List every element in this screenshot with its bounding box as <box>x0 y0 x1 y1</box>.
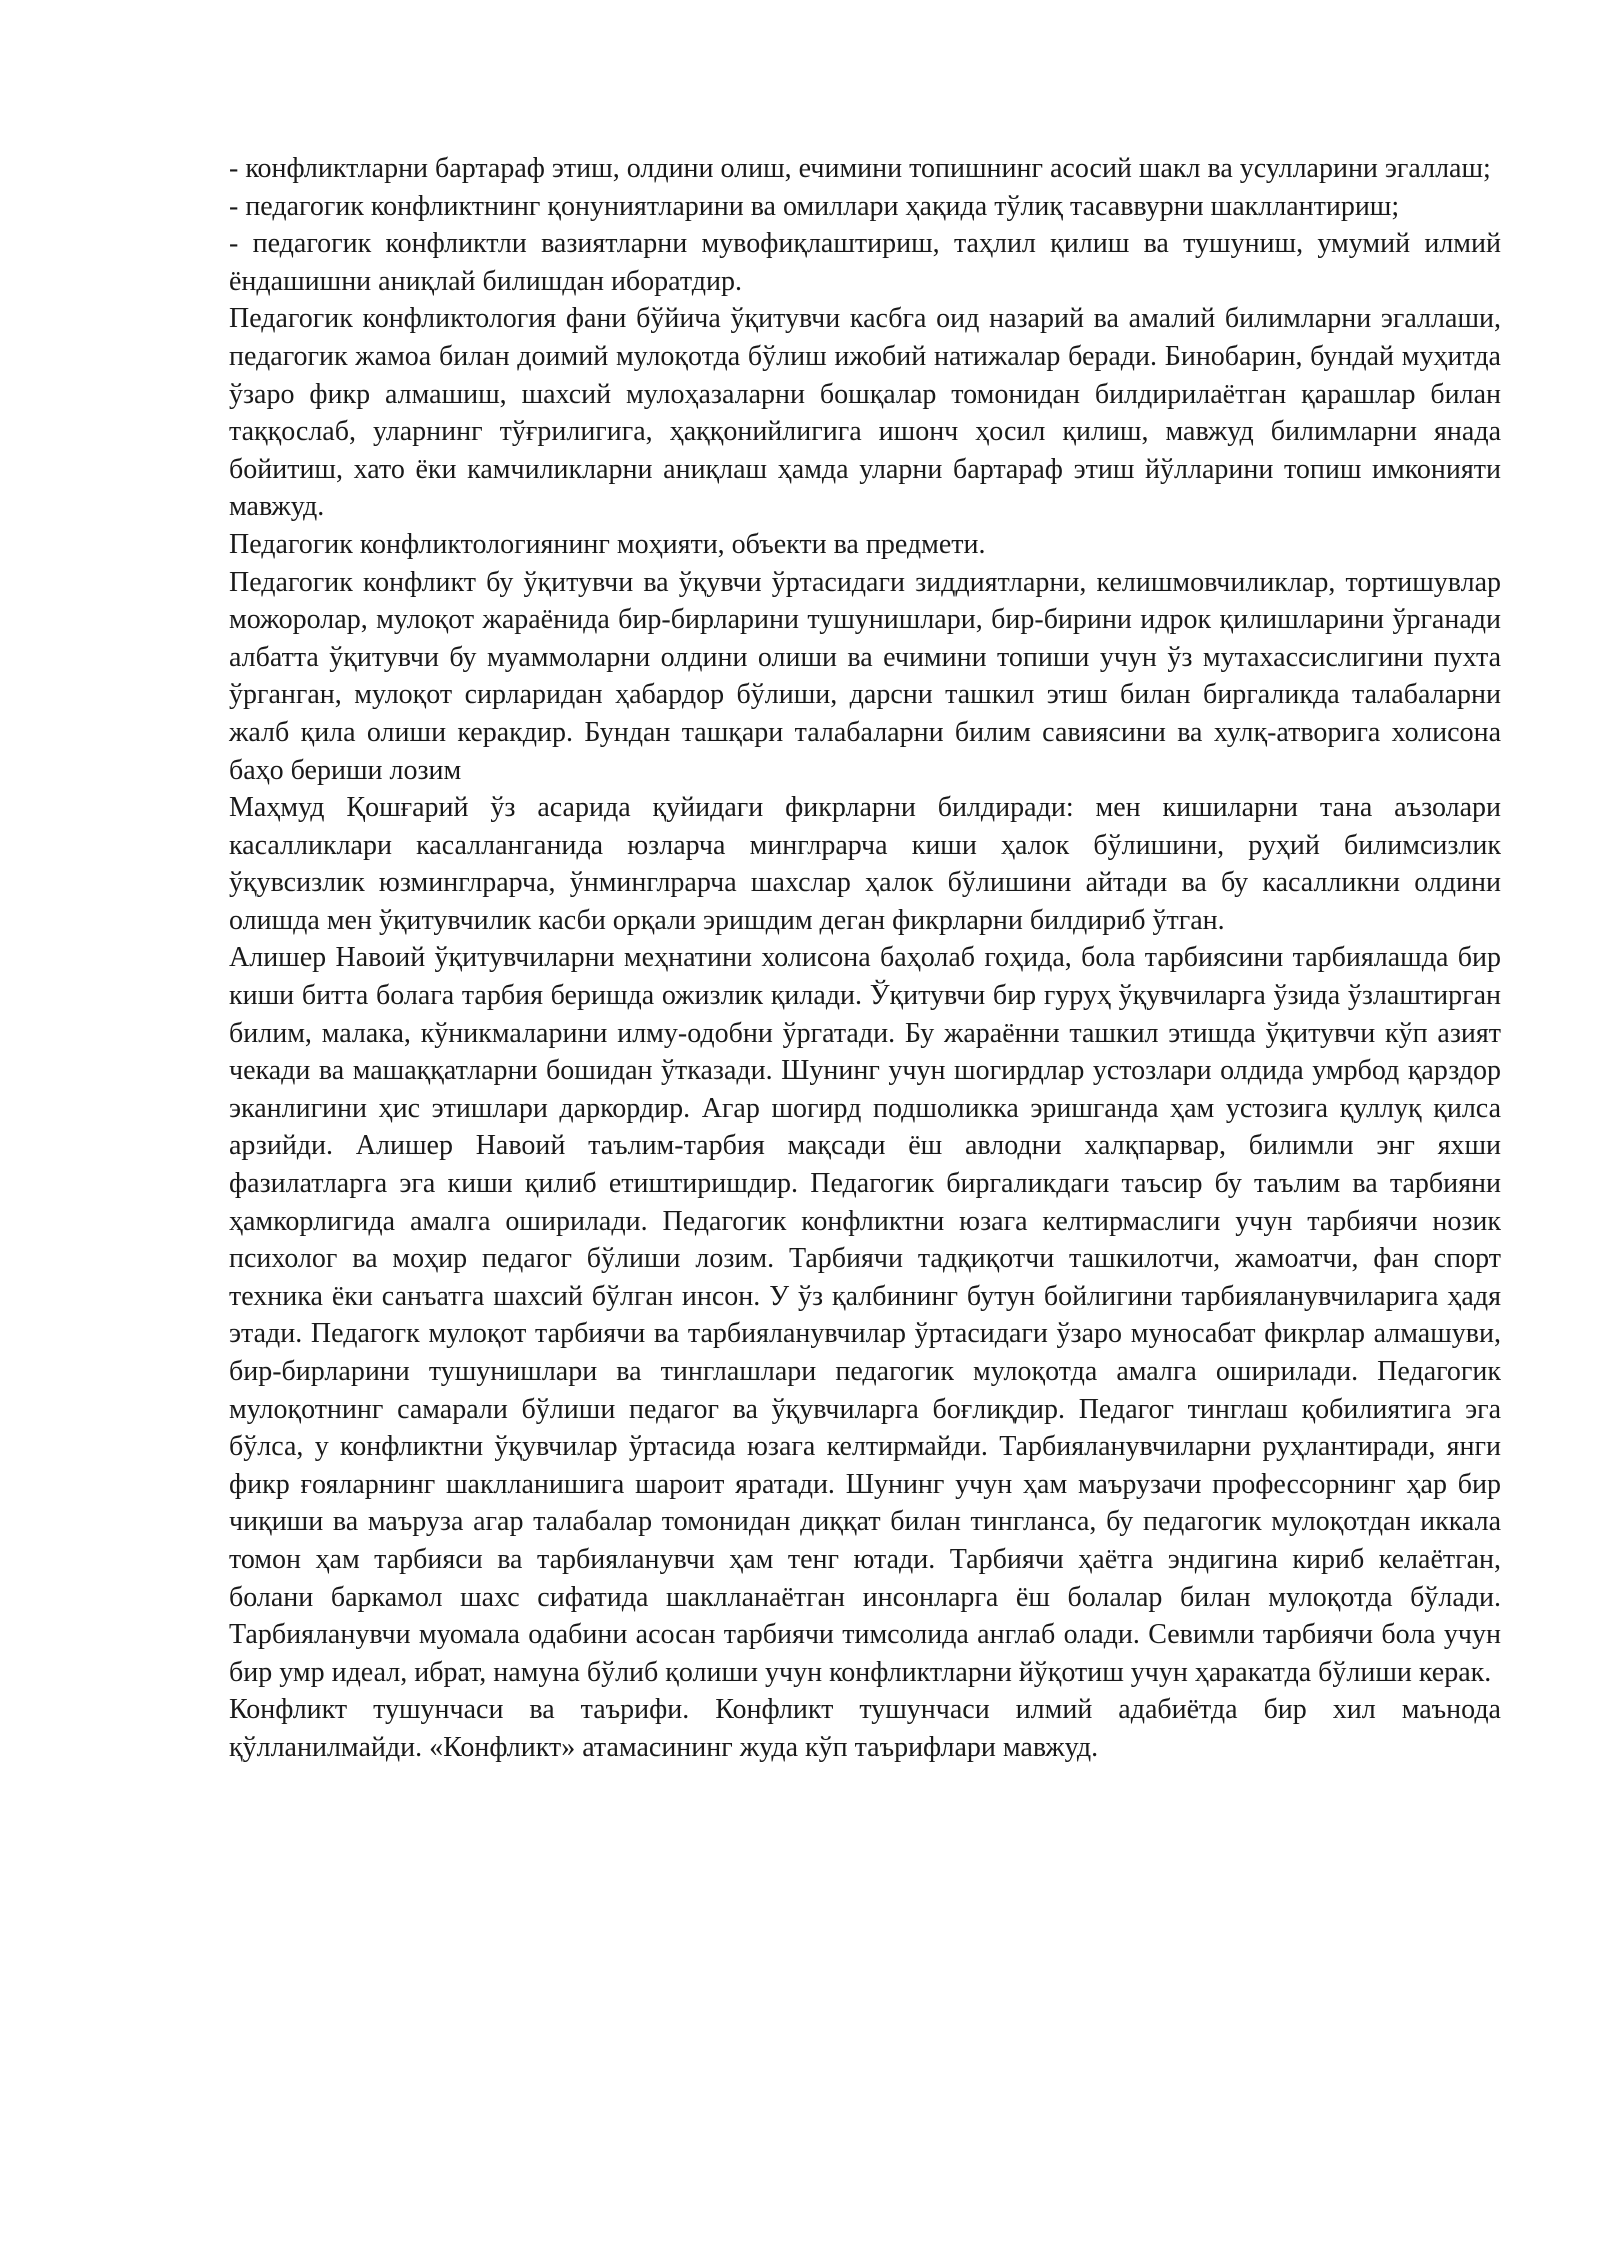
paragraph-conflictology-subject: Педагогик конфликтология фани бўйича ўқитувчи касбга оид назарий ва амалий билимларни эгаллаши, педагогик жамоа билан доимий мулоқотда бўлиш ижобий натижалар беради. Бинобарин, бундай муҳитда ўзаро фикр алмашиш, шахсий мулоҳазаларни бошқалар томонидан билдирилаётган қарашлар билан таққослаб, уларнинг тўғрилигига, ҳаққонийлигига ишонч ҳосил қилиш, мавжуд билимларни янада бойитиш, хато ёки камчиликларни аниқлаш ҳамда уларни бартараф этиш йўлларини топиш имконияти мавжуд. <box>229 303 1501 523</box>
paragraph-kashgari: Маҳмуд Қошғарий ўз асарида қуйидаги фикрларни билдиради: мен кишиларни тана аъзолари касалликлари касалланганида юзларча минглрарча киши ҳалок бўлишини, руҳий билимсизлик ўқувсизлик юзминглрарча, ўнминглрарча шахслар ҳалок бўлишини айтади ва бу касалликни олдини олишда мен ўқитувчилик касби орқали эришдим деган фикрларни билдириб ўтган. <box>229 792 1501 936</box>
paragraph-navoi: Алишер Навоий ўқитувчиларни меҳнатини холисона баҳолаб гоҳида, бола тарбиясини тарбиялашда бир киши битта болага тарбия беришда ожизлик қилади. Ўқитувчи бир гуруҳ ўқувчиларга ўзида ўзлаштирган билим, малака, кўникмаларини илму-одобни ўргатади. Бу жараённи ташкил этишда ўқитувчи кўп азият чекади ва машаққатларни бошидан ўтказади. Шунинг учун шогирдлар устозлари олдида умрбод қарздор эканлигини ҳис этишлари даркордир. Агар шогирд подшоликка эришганда ҳам устозига қуллуқ қилса арзийди. Алишер Навоий таълим-тарбия мақсади ёш авлодни халқпарвар, билимли энг яхши фазилатларга эга киши қилиб етиштиришдир. Педагогик биргаликдаги таъсир бу таълим ва тарбияни ҳамкорлигида амалга оширилади. Педагогик конфликтни юзага келтирмаслиги учун тарбиячи нозик психолог ва моҳир педагог бўлиши лозим. Тарбиячи тадқиқотчи ташкилотчи, жамоатчи, фан спорт техника ёки санъатга шахсий бўлган инсон. У ўз қалбининг бутун бойлигини тарбияланувчиларига ҳадя этади. Педагогк мулоқот тарбиячи ва тарбияланувчилар ўртасидаги ўзаро муносабат фикрлар алмашуви, бир-бирларини тушунишлари ва тинглашлари педагогик мулоқотда амалга оширилади. Педагогик мулоқотнинг самарали бўлиши педагог ва ўқувчиларга боғлиқдир. Педагог тинглаш қобилиятига эга бўлса, у конфликтни ўқувчилар ўртасида юзага келтирмайди. Тарбияланувчиларни руҳлантиради, янги фикр ғояларнинг шаклланишига шароит яратади. Шунинг учун ҳам маърузачи профессорнинг ҳар бир чиқиши ва маъруза агар талабалар томонидан диққат билан тингланса, бу педагогик мулоқотдан иккала томон ҳам тарбияси ва тарбияланувчи ҳам тенг ютади. Тарбиячи ҳаётга эндигина кириб келаётган, болани баркамол шахс сифатида шаклланаётган инсонларга ёш болалар билан мулоқотда бўлади. Тарбияланувчи муомала одабини асосан тарбиячи тимсолида англаб олади. Севимли тарбиячи бола учун бир умр идеал, ибрат, намуна бўлиб қолиши учун конфликтларни йўқотиш учун ҳаракатда бўлиши керак. <box>229 942 1501 1688</box>
list-item-1: - конфликтларни бартараф этиш, олдини олиш, ечимини топишнинг асосий шакл ва усулларини эгаллаш; <box>229 153 1491 184</box>
paragraph-conflict-definition: Конфликт тушунчаси ва таърифи. Конфликт тушунчаси илмий адабиётда бир хил маънода қўлланилмайди. «Конфликт» атамасининг жуда кўп таърифлари мавжуд. <box>229 1694 1501 1763</box>
list-item-3: - педагогик конфликтли вазиятларни мувофиқлаштириш, таҳлил қилиш ва тушуниш, умумий илмий ёндашишни аниқлай билишдан иборатдир. <box>229 228 1501 297</box>
document-page <box>229 150 1501 1767</box>
list-item-2: - педагогик конфликтнинг қонуниятларини ва омиллари ҳақида тўлиқ тасаввурни шакллантириш; <box>229 190 1400 222</box>
section-heading-essence: Педагогик конфликтологиянинг моҳияти, объекти ва предмети. <box>229 528 986 560</box>
paragraph-pedagogical-conflict: Педагогик конфликт бу ўқитувчи ва ўқувчи ўртасидаги зиддиятларни, келишмовчиликлар, тортишувлар можоролар, мулоқот жараёнида бир-бирларини тушунишлари, бир-бирини идрок қилишларини ўрганади албатта ўқитувчи бу муаммоларни олдини олиши ва ечимини топиши учун ўз мутахассислигини пухта ўрганган, мулоқот сирларидан ҳабардор бўлиши, дарсни ташкил этиш билан биргаликда талабаларни жалб қила олиши керакдир. Бундан ташқари талабаларни билим савиясини ва хулқ-атворига холисона баҳо бериши лозим <box>229 566 1501 786</box>
